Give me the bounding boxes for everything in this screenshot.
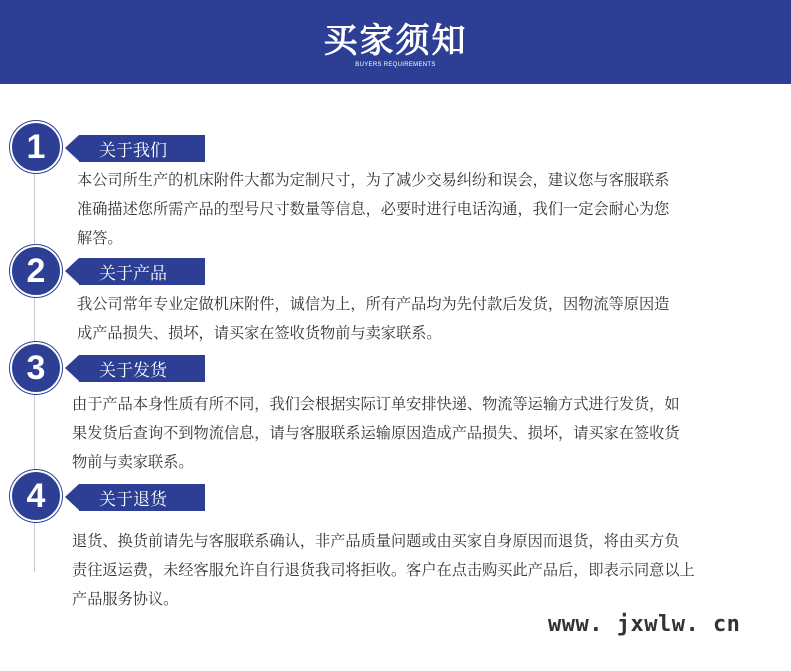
body-line: 退货、换货前请先与客服联系确认，非产品质量问题或由买家自身原因而退货，将由买方负 [72, 532, 680, 550]
section-heading-about-products: 关于产品 [79, 258, 205, 285]
section-heading-about-shipping: 关于发货 [79, 355, 205, 382]
body-line: 解答。 [77, 229, 123, 247]
body-line: 准确描述您所需产品的型号尺寸数量等信息，必要时进行电话沟通，我们一定会耐心为您 [77, 200, 670, 218]
body-line: 果发货后查询不到物流信息，请与客服联系运输原因造成产品损失、损坏，请买家在签收货 [72, 424, 680, 442]
section-body [72, 527, 695, 614]
section-body [72, 390, 680, 477]
section-number-badge: 3 [10, 342, 62, 394]
page-title: 买家须知 [323, 21, 468, 61]
body-line: 我公司常年专业定做机床附件，诚信为上，所有产品均为先付款后发货，因物流等原因造 [77, 295, 670, 313]
section-number-badge: 2 [10, 245, 62, 297]
body-line: 产品服务协议。 [72, 590, 179, 608]
body-line: 成产品损失、损坏，请买家在签收货物前与卖家联系。 [77, 324, 442, 342]
section-body [77, 290, 669, 348]
body-line: 本公司所生产的机床附件大都为定制尺寸，为了减少交易纠纷和误会，建议您与客服联系 [77, 171, 670, 189]
section-number-badge: 4 [10, 470, 62, 522]
section-body [77, 166, 669, 253]
body-line: 责往返运费，未经客服允许自行退货我司将拒收。客户在点击购买此产品后，即表示同意以上 [72, 561, 695, 579]
body-line: 物前与卖家联系。 [72, 453, 194, 471]
website-url: www. jxwlw. cn [548, 612, 741, 637]
page-subtitle: BUYERS REQUIREMENTS [355, 62, 436, 68]
section-heading-about-returns: 关于退货 [79, 484, 205, 511]
body-line: 由于产品本身性质有所不同，我们会根据实际订单安排快递、物流等运输方式进行发货，如 [72, 395, 680, 413]
header-banner [0, 0, 791, 84]
section-number-badge: 1 [10, 121, 62, 173]
section-heading-about-us: 关于我们 [79, 135, 205, 162]
